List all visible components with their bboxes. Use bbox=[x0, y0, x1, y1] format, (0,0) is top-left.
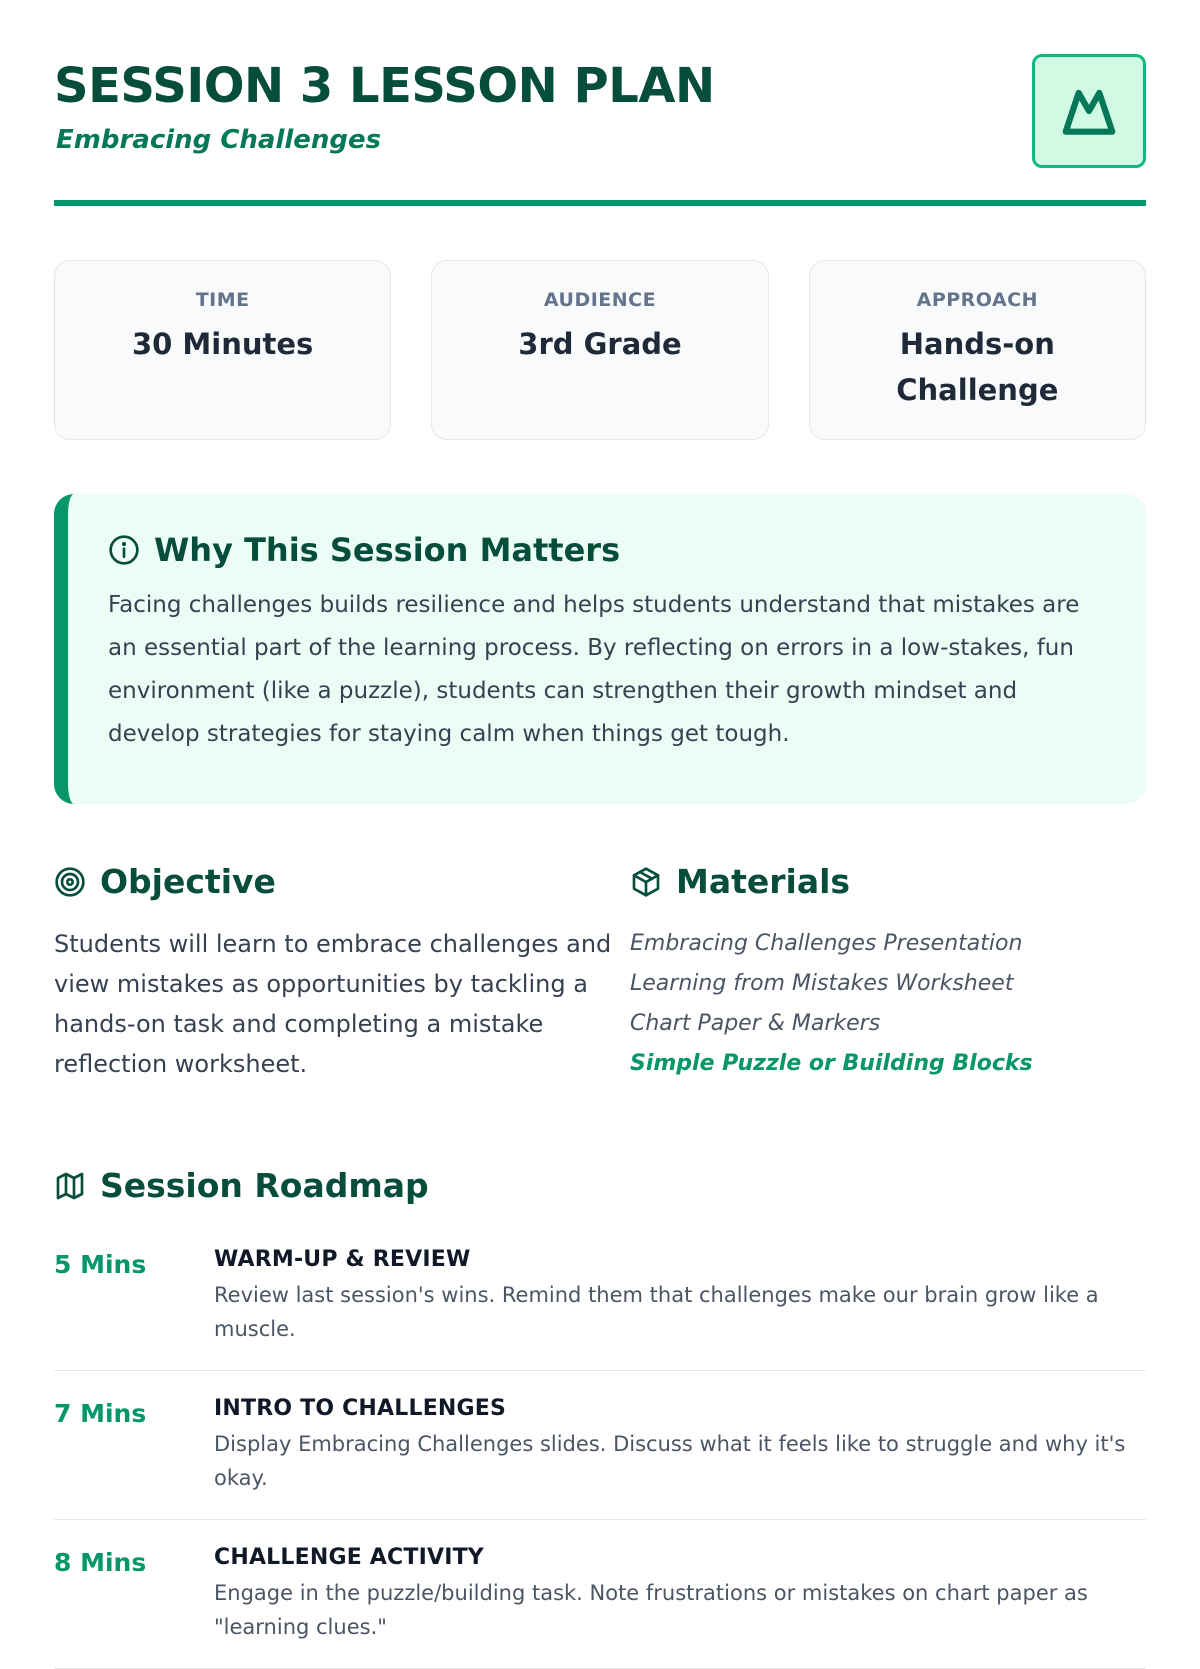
roadmap-row-time: 5 Mins bbox=[54, 1250, 147, 1279]
mountain-icon bbox=[1058, 80, 1120, 142]
roadmap-row-title: CHALLENGE ACTIVITY bbox=[214, 1545, 484, 1570]
roadmap-row bbox=[54, 1230, 1146, 1371]
objective-header bbox=[54, 860, 630, 904]
logo-badge bbox=[1032, 54, 1146, 168]
page-header bbox=[54, 0, 1146, 206]
materials-item: Embracing Challenges Presentation bbox=[630, 931, 1023, 956]
objective-materials bbox=[54, 860, 1146, 1100]
info-card-label: AUDIENCE bbox=[543, 289, 657, 311]
roadmap-row-desc: Display Embracing Challenges slides. Discuss what it feels like to struggle and why it's okay. bbox=[214, 1432, 1126, 1490]
why-body: Facing challenges builds resilience and helps students understand that mistakes are an essential part of the learning process. By reflecting on errors in a low-stakes, fun environment (like a puzzle), students can strengthen their growth mindset and develop strategies for staying calm when things get tough. bbox=[108, 592, 1080, 747]
objective-title: Objective bbox=[100, 862, 276, 901]
materials-item-highlighted: Simple Puzzle or Building Blocks bbox=[630, 1051, 1033, 1076]
roadmap-row-desc: Engage in the puzzle/building task. Note frustrations or mistakes on chart paper as "learning clues." bbox=[214, 1581, 1088, 1639]
materials-section bbox=[630, 860, 1146, 1100]
roadmap-row-title: INTRO TO CHALLENGES bbox=[214, 1396, 507, 1421]
why-title: Why This Session Matters bbox=[154, 531, 621, 569]
why-this-session-matters bbox=[54, 494, 1146, 804]
materials-item: Learning from Mistakes Worksheet bbox=[630, 971, 1014, 996]
materials-title: Materials bbox=[676, 862, 851, 901]
page-title: SESSION 3 LESSON PLAN bbox=[54, 58, 715, 114]
info-card-audience bbox=[431, 260, 768, 440]
roadmap-rows bbox=[54, 1230, 1146, 1669]
roadmap-row-desc: Review last session's wins. Remind them that challenges make our brain grow like a muscle. bbox=[214, 1283, 1099, 1341]
map-icon bbox=[54, 1170, 86, 1202]
package-icon bbox=[630, 866, 662, 898]
materials-item: Chart Paper & Markers bbox=[630, 1011, 881, 1036]
info-card-value: 3rd Grade bbox=[518, 327, 682, 361]
roadmap-row bbox=[54, 1371, 1146, 1520]
roadmap-header bbox=[54, 1164, 1146, 1208]
roadmap-row-body bbox=[214, 1542, 1146, 1644]
info-card-label: APPROACH bbox=[916, 289, 1039, 311]
info-card-value: Hands-on Challenge bbox=[896, 327, 1059, 407]
objective-section bbox=[54, 860, 630, 1100]
target-icon bbox=[54, 866, 86, 898]
session-roadmap bbox=[54, 1164, 1146, 1669]
roadmap-row-body bbox=[214, 1393, 1146, 1495]
roadmap-row-time: 8 Mins bbox=[54, 1548, 147, 1577]
roadmap-title: Session Roadmap bbox=[100, 1166, 429, 1205]
info-card-time bbox=[54, 260, 391, 440]
roadmap-row-title: WARM-UP & REVIEW bbox=[214, 1247, 471, 1272]
objective-text: Students will learn to embrace challenges and view mistakes as opportunities by tackling a hands-on task and completing a mistake reflection worksheet. bbox=[54, 930, 612, 1078]
page-subtitle: Embracing Challenges bbox=[56, 125, 382, 155]
roadmap-row-time: 7 Mins bbox=[54, 1399, 147, 1428]
materials-list bbox=[630, 924, 1146, 1084]
info-card-label: TIME bbox=[195, 289, 250, 311]
roadmap-row-body bbox=[214, 1244, 1146, 1346]
info-cards bbox=[54, 260, 1146, 440]
info-card-approach bbox=[809, 260, 1146, 440]
materials-header bbox=[630, 860, 1146, 904]
why-header bbox=[108, 530, 1106, 570]
info-circle-icon bbox=[108, 534, 140, 566]
info-card-value: 30 Minutes bbox=[131, 327, 314, 361]
roadmap-row bbox=[54, 1520, 1146, 1669]
